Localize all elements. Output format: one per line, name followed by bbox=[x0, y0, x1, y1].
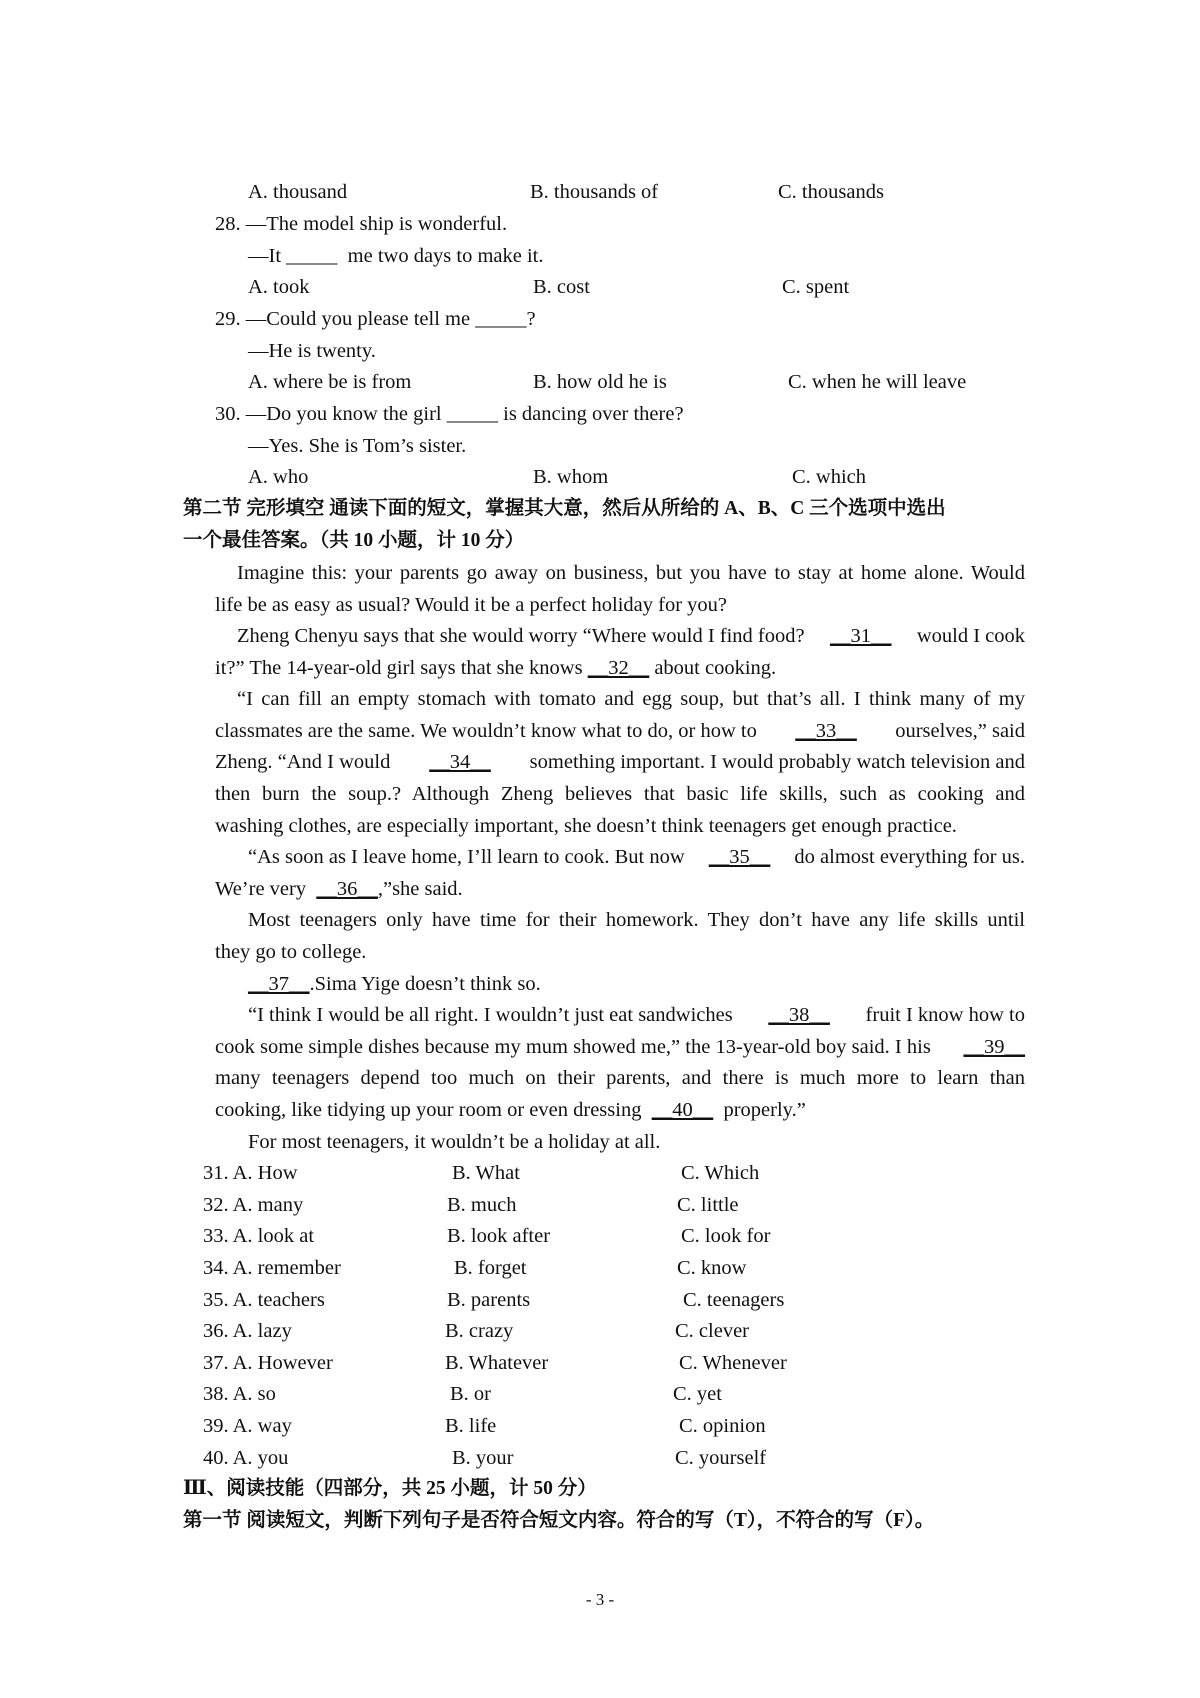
passage-text: about cooking. bbox=[654, 657, 777, 679]
passage-line bbox=[215, 877, 463, 901]
cloze-option: B. What bbox=[452, 1162, 520, 1184]
cloze-option: B. much bbox=[447, 1194, 517, 1216]
cloze-option: B. or bbox=[450, 1383, 491, 1405]
cloze-option: 40. A. you bbox=[203, 1447, 289, 1469]
section2-heading-line1: 第二节 完形填空 通读下面的短文，掌握其大意，然后从所给的 A、B、C 三个选项中选出 bbox=[183, 498, 946, 519]
page-number: - 3 - bbox=[585, 1590, 615, 1609]
passage-text: Zheng. “And I would bbox=[215, 751, 391, 773]
q27-option-a: A. thousand bbox=[248, 181, 348, 203]
q29-option-b: B. how old he is bbox=[533, 371, 667, 393]
passage-text: ourselves,” said bbox=[895, 720, 1025, 742]
passage-line: they go to college. bbox=[215, 941, 367, 963]
passage-text: ,”she said. bbox=[377, 878, 463, 900]
cloze-option: 31. A. How bbox=[203, 1162, 298, 1184]
blank-39: __39__ bbox=[963, 1036, 1025, 1058]
passage-line bbox=[248, 845, 1025, 869]
cloze-option: C. opinion bbox=[679, 1415, 766, 1437]
q30-option-b: B. whom bbox=[533, 466, 609, 488]
passage-text: “I think I would be all right. I wouldn’t just eat sandwiches bbox=[248, 1004, 733, 1026]
q29-option-c: C. when he will leave bbox=[788, 371, 967, 393]
blank-36: __36__ bbox=[316, 878, 378, 900]
cloze-option: C. yourself bbox=[675, 1447, 767, 1469]
passage-line: then burn the soup.? Although Zheng believes that basic life skills, such as cooking and bbox=[215, 783, 1025, 805]
passage-line: many teenagers depend too much on their parents, and there is much more to learn than bbox=[215, 1067, 1025, 1089]
cloze-option: C. yet bbox=[673, 1383, 722, 1405]
blank-37: __37__ bbox=[248, 973, 310, 995]
passage-text: cook some simple dishes because my mum showed me,” the 13-year-old boy said. I his bbox=[215, 1036, 931, 1058]
q27-option-b: B. thousands of bbox=[530, 181, 659, 203]
cloze-option: B. Whatever bbox=[445, 1352, 549, 1374]
blank-31: __31__ bbox=[829, 625, 892, 647]
passage-text: .Sima Yige doesn’t think so. bbox=[309, 973, 541, 995]
part3-section1-heading: 第一节 阅读短文，判断下列句子是否符合短文内容。符合的写（T），不符合的写（F）。 bbox=[183, 1510, 935, 1531]
passage-line: Most teenagers only have time for their homework. They don’t have any life skills until bbox=[248, 909, 1025, 931]
passage-line bbox=[215, 656, 776, 680]
passage-line bbox=[248, 972, 541, 996]
passage-text: would I cook bbox=[916, 625, 1025, 647]
passage-text: fruit I know how to bbox=[865, 1004, 1025, 1026]
passage-line: For most teenagers, it wouldn’t be a holiday at all. bbox=[248, 1131, 661, 1153]
cloze-option: B. forget bbox=[454, 1257, 527, 1279]
blank-38: __38__ bbox=[768, 1004, 830, 1026]
q30-option-a: A. who bbox=[248, 466, 309, 488]
passage-line: “I can fill an empty stomach with tomato and egg soup, but that’s all. I think many of my bbox=[237, 688, 1025, 710]
cloze-option: B. look after bbox=[447, 1225, 551, 1247]
passage-line bbox=[215, 719, 1025, 743]
section2-heading-line2: 一个最佳答案。（共 10 小题，计 10 分） bbox=[183, 530, 525, 551]
passage-line bbox=[215, 1098, 806, 1122]
cloze-option: B. life bbox=[445, 1415, 497, 1437]
passage-text: something important. I would probably watch television and bbox=[529, 751, 1025, 773]
passage-line: life be as easy as usual? Would it be a perfect holiday for you? bbox=[215, 594, 727, 616]
passage-text: cooking, like tidying up your room or even dressing bbox=[215, 1099, 642, 1121]
cloze-option: B. crazy bbox=[445, 1320, 514, 1342]
blank-35: __35__ bbox=[708, 846, 771, 868]
passage-text: properly.” bbox=[723, 1099, 806, 1121]
cloze-option: C. Which bbox=[681, 1162, 760, 1184]
cloze-option: C. Whenever bbox=[679, 1352, 787, 1374]
cloze-option: C. teenagers bbox=[683, 1289, 785, 1311]
blank-32: __32__ bbox=[587, 657, 650, 679]
passage-text: Zheng Chenyu says that she would worry “Where would I find food? bbox=[237, 625, 805, 647]
q28-option-b: B. cost bbox=[533, 276, 590, 298]
blank-40: __40__ bbox=[651, 1099, 714, 1121]
passage-text: classmates are the same. We wouldn’t know what to do, or how to bbox=[215, 720, 757, 742]
passage-line: washing clothes, are especially important, she doesn’t think teenagers get enough practice. bbox=[215, 815, 957, 837]
cloze-option: 34. A. remember bbox=[203, 1257, 341, 1279]
cloze-option: B. parents bbox=[447, 1289, 531, 1311]
cloze-option: C. little bbox=[677, 1194, 739, 1216]
q29-stem: 29. —Could you please tell me _____? bbox=[215, 308, 536, 330]
q28-option-a: A. took bbox=[248, 276, 310, 298]
passage-line bbox=[215, 750, 1025, 774]
blank-34: __34__ bbox=[429, 751, 491, 773]
q30-option-c: C. which bbox=[792, 466, 867, 488]
cloze-option: 38. A. so bbox=[203, 1383, 276, 1405]
cloze-option: 39. A. way bbox=[203, 1415, 292, 1437]
passage-text: We’re very bbox=[215, 878, 307, 900]
q30-reply: —Yes. She is Tom’s sister. bbox=[248, 435, 467, 457]
cloze-option: B. your bbox=[452, 1447, 514, 1469]
cloze-option: C. look for bbox=[681, 1225, 771, 1247]
cloze-option: 36. A. lazy bbox=[203, 1320, 292, 1342]
cloze-option: 32. A. many bbox=[203, 1194, 304, 1216]
passage-line bbox=[248, 1003, 1025, 1027]
cloze-option: C. clever bbox=[675, 1320, 749, 1342]
passage-text: it?” The 14-year-old girl says that she knows bbox=[215, 657, 583, 679]
q29-reply: —He is twenty. bbox=[248, 340, 376, 362]
blank-33: __33__ bbox=[795, 720, 857, 742]
cloze-option: 35. A. teachers bbox=[203, 1289, 325, 1311]
cloze-option: 33. A. look at bbox=[203, 1225, 315, 1247]
q29-option-a: A. where be is from bbox=[248, 371, 412, 393]
cloze-option: C. know bbox=[677, 1257, 747, 1279]
q28-reply: —It _____ me two days to make it. bbox=[248, 245, 544, 267]
part3-heading: Ⅲ、阅读技能（四部分，共 25 小题，计 50 分） bbox=[183, 1478, 597, 1499]
passage-line bbox=[237, 624, 1025, 648]
q27-option-c: C. thousands bbox=[778, 181, 884, 203]
q28-stem: 28. —The model ship is wonderful. bbox=[215, 213, 508, 235]
passage-text: do almost everything for us. bbox=[794, 846, 1025, 868]
cloze-option: 37. A. However bbox=[203, 1352, 333, 1374]
passage-line bbox=[215, 1035, 1025, 1059]
passage-text: “As soon as I leave home, I’ll learn to cook. But now bbox=[248, 846, 685, 868]
passage-line: Imagine this: your parents go away on business, but you have to stay at home alone. Would bbox=[237, 562, 1025, 584]
q28-option-c: C. spent bbox=[782, 276, 850, 298]
q30-stem: 30. —Do you know the girl _____ is dancing over there? bbox=[215, 403, 684, 425]
